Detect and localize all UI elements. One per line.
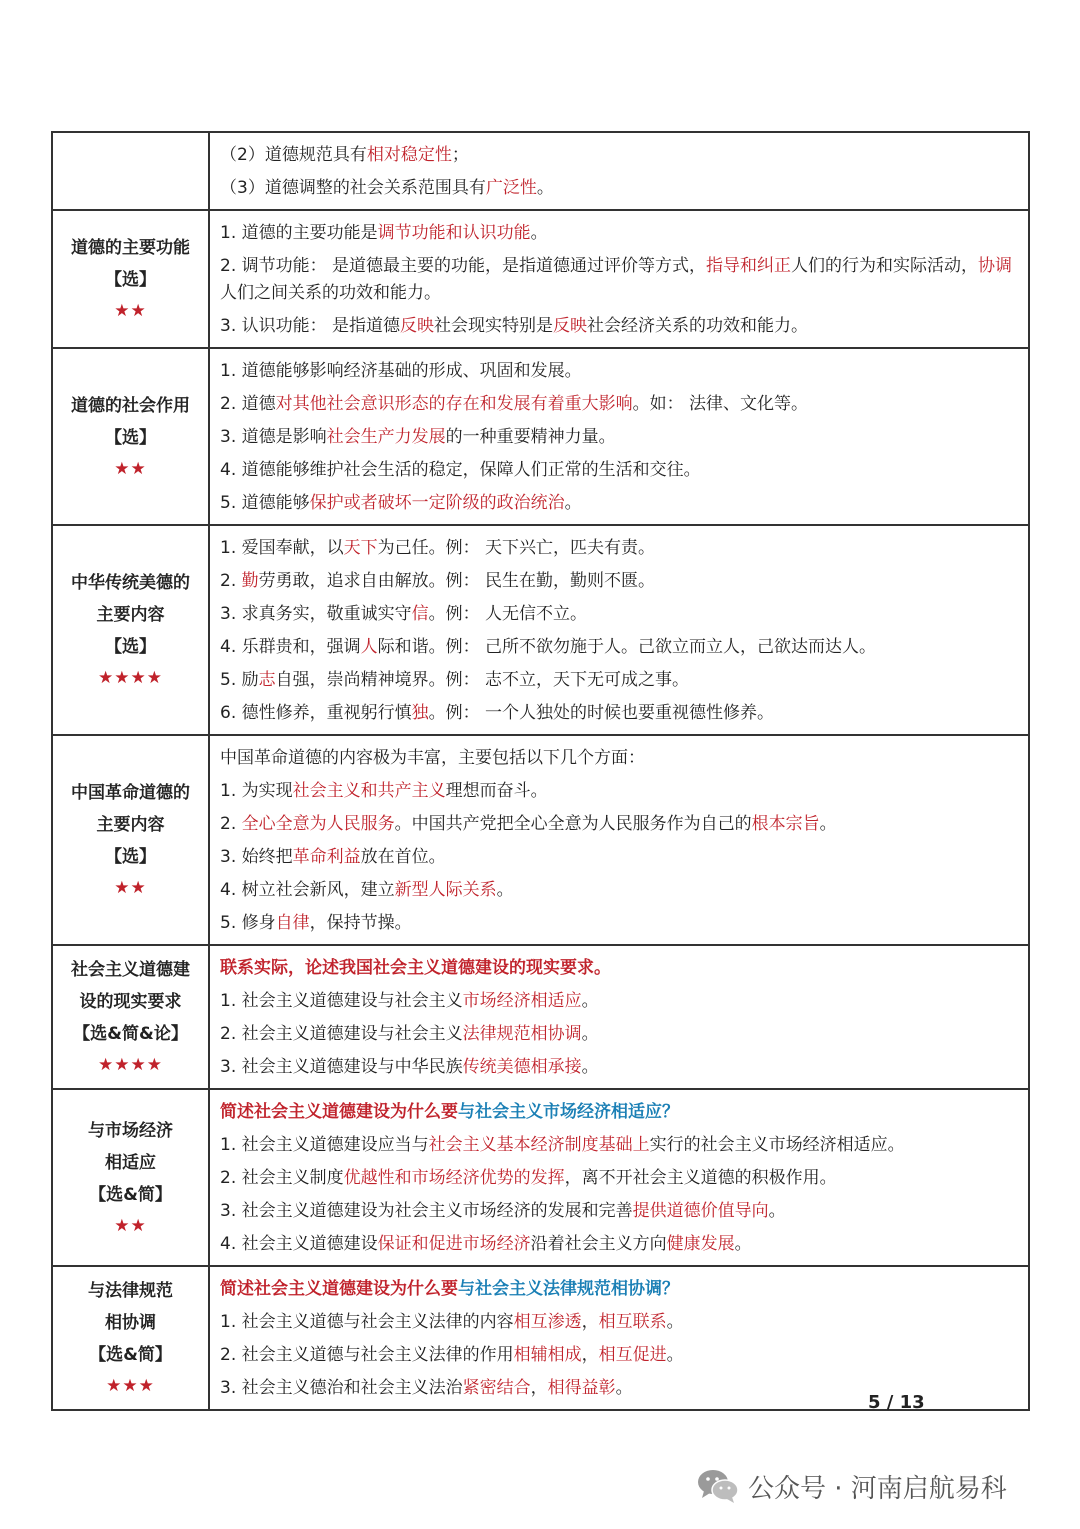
highlight-text: 社会生产力发展 [326,427,446,447]
table-body [52,132,1029,1410]
content-line [220,742,1020,775]
table-row [52,348,1029,525]
table-row [52,132,1029,210]
row-label-cell [52,945,209,1089]
highlight-text: 反映 [400,316,435,336]
row-label-line: 相适应 [105,1152,156,1173]
line-text: 6. 德性修养，重视躬行慎 [220,703,412,723]
row-label-cell [52,1266,209,1410]
line-text: 为己任。例： 天下兴亡，匹夫有责。 [377,538,656,558]
row-label-line: 主要内容 [96,815,165,835]
row-label-cell [52,132,209,210]
line-text: ， [581,1312,599,1332]
importance-stars: ★★★ [106,1376,155,1396]
line-text: 1. 社会主义道德建设与社会主义 [220,991,463,1011]
line-text: 社会经济关系的功效和能力。 [587,316,809,336]
row-content-cell [209,132,1029,210]
content-line [220,1195,1020,1228]
content-line [220,310,1020,343]
content-line [220,841,1020,874]
line-text: 3. 社会主义道德建设为社会主义市场经济的发展和完善 [220,1201,633,1221]
line-text: 。例： 人无信不立。 [428,604,588,624]
line-text: 。 [666,1312,684,1332]
highlight-text: 相互联系 [598,1312,667,1332]
highlight-text: 法律规范相协调 [462,1024,582,1044]
row-label-line: 与市场经济 [88,1120,173,1141]
line-text: （2）道德规范具有 [220,145,367,165]
line-text: 社会现实特别是 [434,316,554,336]
line-text: 2. [220,814,242,834]
line-text: 4. 乐群贵和，强调 [220,637,361,657]
content-line [220,631,1020,664]
line-text: 理想而奋斗。 [445,781,548,801]
content-line [220,1162,1020,1195]
content-line [220,808,1020,841]
row-label-line: 【选】 [105,637,156,657]
content-line [220,598,1020,631]
line-text: 。 [581,991,599,1011]
line-text: 3. 求真务实，敬重诚实守 [220,604,412,624]
line-text: 2. 社会主义道德建设与社会主义 [220,1024,463,1044]
content-line [220,565,1020,598]
content-line [220,172,1020,205]
question-line [220,1273,1020,1306]
importance-stars: ★★ [114,301,147,321]
highlight-text: 自律 [275,913,310,933]
line-text: 。 [819,814,837,834]
content-line [220,388,1020,421]
table-row [52,945,1029,1089]
blue-highlight-text: 与社会主义法律规范相协调？ [458,1279,679,1299]
highlight-text: 天下 [343,538,378,558]
line-text: 。 [615,1378,633,1398]
row-label-line: 道德的社会作用 [71,395,190,416]
highlight-text: 反映 [553,316,588,336]
content-line [220,664,1020,697]
content-line [220,217,1020,250]
line-text: 1. 为实现 [220,781,293,801]
content-table [51,131,1030,1411]
content-line [220,454,1020,487]
line-text: 放在首位。 [360,847,446,867]
line-text: 3. 始终把 [220,847,293,867]
content-line [220,487,1020,520]
line-text: 1. 道德能够影响经济基础的形成、巩固和发展。 [220,361,582,381]
row-label-line: 中华传统美德的 [71,573,190,593]
question-line [220,952,1020,985]
highlight-text: 相得益彰 [547,1378,616,1398]
content-line [220,1051,1020,1084]
row-content-cell [209,525,1029,735]
highlight-text: 市场经济相适应 [462,991,582,1011]
row-label-cell [52,348,209,525]
row-label-line: 【选】 [105,427,156,448]
row-label-line: 【选&简&论】 [73,1024,188,1044]
table-row [52,210,1029,348]
table-row [52,1266,1029,1410]
highlight-text: 优越性和市场经济优势的发挥 [343,1168,565,1188]
highlight-text: 全心全意为人民服务 [241,814,395,834]
line-text: 。例： 一个人独处的时候也要重视德性修养。 [428,703,775,723]
content-line [220,775,1020,808]
row-label-line: 【选】 [105,270,156,290]
line-text: 沿着社会主义方向 [530,1234,667,1254]
highlight-text: 保护或者破坏一定阶级的政治统治 [309,493,565,513]
line-text: ， [581,1345,599,1365]
line-text: 3. 认识功能： 是指道德 [220,316,401,336]
content-line [220,1129,1020,1162]
row-label-line: 道德的主要功能 [71,238,190,258]
highlight-text: 健康发展 [666,1234,735,1254]
row-content-cell [209,1266,1029,1410]
line-text: ， [530,1378,548,1398]
row-label-line: 社会主义道德建 [71,960,190,980]
highlight-text: 对其他社会意识形态的存在和发展有着重大影响 [275,394,633,414]
wechat-icon [696,1466,740,1506]
row-label-cell [52,735,209,945]
line-text: 5. 励 [220,670,259,690]
line-text: 。 [496,880,514,900]
highlight-text: 相对稳定性 [366,145,452,165]
line-text: 2. [220,571,242,591]
highlight-text: 调节功能和认识功能 [377,223,531,243]
table-row [52,1089,1029,1266]
highlight-text: 联系实际，论述我国社会主义道德建设的现实要求。 [220,958,611,978]
row-content-cell [209,210,1029,348]
row-label-line: 与法律规范 [88,1281,173,1301]
line-text: （3）道德调整的社会关系范围具有 [220,178,486,198]
content-line [220,1018,1020,1051]
highlight-text: 协调 [978,256,1013,276]
highlight-text: 传统美德相承接 [462,1057,582,1077]
content-line [220,985,1020,1018]
content-line [220,874,1020,907]
blue-highlight-text: 与社会主义市场经济相适应？ [458,1102,679,1122]
row-label-cell [52,525,209,735]
highlight-text: 独 [411,703,429,723]
line-text: 1. 爱国奉献，以 [220,538,344,558]
line-text: 际和谐。例： 己所不欲勿施于人。己欲立而立人，己欲达而达人。 [377,637,877,657]
line-text: 2. 社会主义制度 [220,1168,344,1188]
line-text: 。 [734,1234,752,1254]
line-text: 。 [768,1201,786,1221]
line-text: 5. 修身 [220,913,276,933]
line-text: 的一种重要精神力量。 [445,427,616,447]
line-text: 实行的社会主义市场经济相适应。 [649,1135,905,1155]
content-line [220,1228,1020,1261]
line-text: 3. 社会主义德治和社会主义法治 [220,1378,463,1398]
line-text: 。 [564,493,582,513]
line-text: 2. 调节功能： 是道德最主要的功能，是指道德通过评价等方式， [220,256,707,276]
highlight-text: 相互促进 [598,1345,667,1365]
line-text: 1. 社会主义道德与社会主义法律的内容 [220,1312,514,1332]
table-row [52,525,1029,735]
highlight-text: 紧密结合 [462,1378,531,1398]
line-text: ，保持节操。 [309,913,412,933]
content-line [220,1306,1020,1339]
row-content-cell [209,348,1029,525]
row-label-line: 【选&简】 [89,1345,172,1365]
line-text: 。如： 法律、文化等。 [632,394,809,414]
highlight-text: 勤 [241,571,259,591]
line-text: ； [451,145,469,165]
line-text: 2. 社会主义道德与社会主义法律的作用 [220,1345,514,1365]
row-content-cell [209,735,1029,945]
highlight-text: 相辅相成 [513,1345,582,1365]
line-text: 4. 树立社会新风，建立 [220,880,395,900]
highlight-text: 社会主义基本经济制度基础上 [428,1135,650,1155]
page-number: 5 / 13 [868,1392,925,1413]
line-text: 1. 道德的主要功能是 [220,223,378,243]
importance-stars: ★★ [114,1215,147,1236]
line-text: 4. 社会主义道德建设 [220,1234,378,1254]
highlight-text: 信 [411,604,429,624]
content-line [220,421,1020,454]
line-text: 劳勇敢，追求自由解放。例： 民生在勤，勤则不匮。 [258,571,656,591]
importance-stars: ★★★★ [98,668,163,688]
content-line [220,907,1020,940]
highlight-text: 根本宗旨 [751,814,820,834]
importance-stars: ★★ [114,458,147,479]
line-text: 。 [581,1024,599,1044]
line-text: 3. 道德是影响 [220,427,327,447]
row-label-cell [52,210,209,348]
content-line [220,355,1020,388]
highlight-text: 相互渗透 [513,1312,582,1332]
line-text: 人们的行为和实际活动， [791,256,979,276]
highlight-text: 指导和纠正 [706,256,792,276]
highlight-text: 提供道德价值导向 [632,1201,769,1221]
row-label-line: 【选&简】 [89,1184,172,1205]
highlight-text: 保证和促进市场经济 [377,1234,531,1254]
content-line [220,139,1020,172]
line-text: 4. 道德能够维护社会生活的稳定，保障人们正常的生活和交往。 [220,460,701,480]
line-text: 3. 社会主义道德建设与中华民族 [220,1057,463,1077]
content-line [220,1339,1020,1372]
highlight-text: 新型人际关系 [394,880,497,900]
line-text: 。 [581,1057,599,1077]
watermark-text: 公众号 · 河南启航易科 [748,1473,1007,1504]
line-text: 人们之间关系的功效和能力。 [220,283,441,303]
content-line [220,697,1020,730]
row-label-line: 【选】 [105,847,156,867]
highlight-text: 人 [360,637,378,657]
highlight-text: 革命利益 [292,847,361,867]
row-label-line: 中国革命道德的 [71,783,190,803]
content-line [220,250,1020,310]
highlight-text: 广泛性 [485,178,537,198]
importance-stars: ★★★★ [98,1055,163,1075]
row-label-line: 设的现实要求 [79,992,182,1012]
highlight-text: 简述社会主义道德建设为什么要 [220,1279,458,1299]
line-text: 。中国共产党把全心全意为人民服务作为自己的 [394,814,752,834]
row-content-cell [209,945,1029,1089]
line-text: 。 [536,178,554,198]
watermark [696,1466,1007,1506]
highlight-text: 社会主义和共产主义 [292,781,446,801]
row-label-line: 相协调 [105,1313,156,1333]
content-line [220,532,1020,565]
table-row [52,735,1029,945]
row-content-cell [209,1089,1029,1266]
line-text: 自强，崇尚精神境界。例： 志不立，天下无可成之事。 [275,670,690,690]
row-label-cell [52,1089,209,1266]
row-label-line: 主要内容 [96,605,165,625]
highlight-text: 简述社会主义道德建设为什么要 [220,1102,458,1122]
question-line [220,1096,1020,1129]
line-text: ，离不开社会主义道德的积极作用。 [564,1168,837,1188]
line-text: 。 [530,223,548,243]
line-text: 5. 道德能够 [220,493,310,513]
line-text: 。 [666,1345,684,1365]
importance-stars: ★★ [114,878,147,898]
line-text: 中国革命道德的内容极为丰富，主要包括以下几个方面： [220,748,645,768]
line-text: 2. 道德 [220,394,276,414]
line-text: 1. 社会主义道德建设应当与 [220,1135,429,1155]
highlight-text: 志 [258,670,276,690]
